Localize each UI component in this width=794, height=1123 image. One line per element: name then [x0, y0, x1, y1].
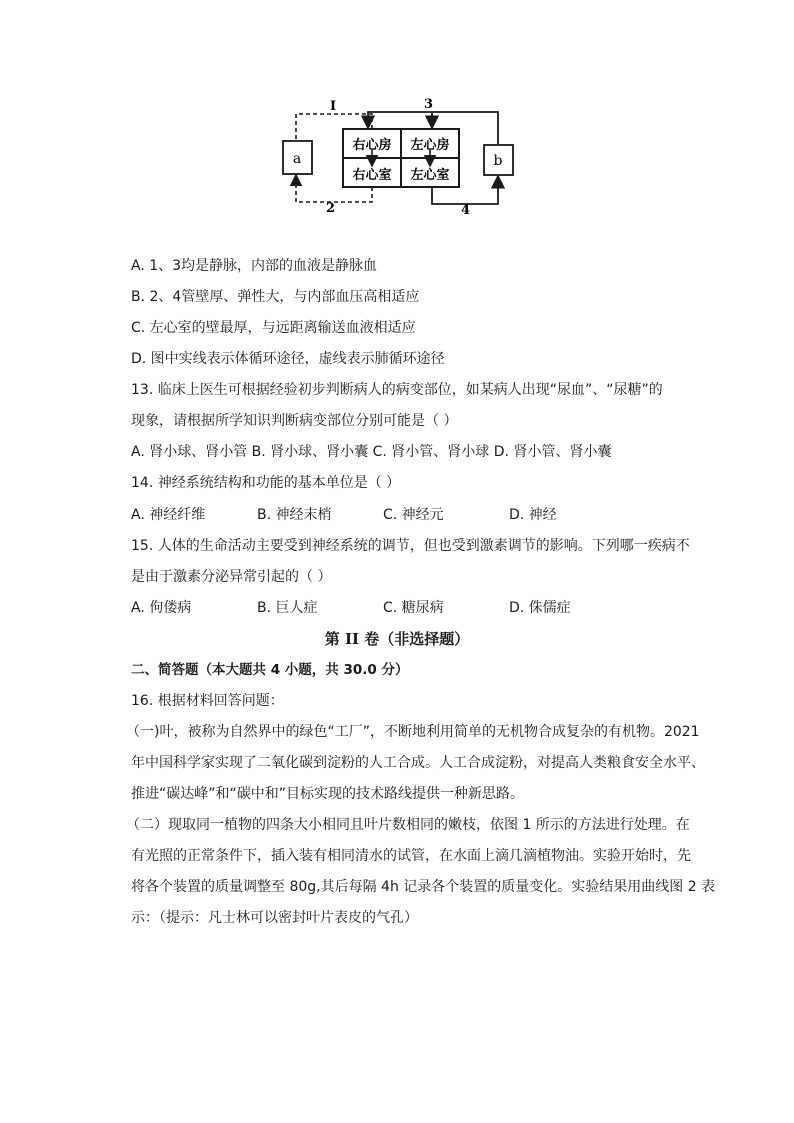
q14-option-c: C. 神经元	[383, 507, 444, 523]
q16-para1-line2: 年中国科学家实现了二氧化碳到淀粉的人工合成。人工合成淀粉，对提高人类粮食安全水平、	[131, 755, 705, 771]
q16-para2-line1: （二）现取同一植物的四条大小相同且叶片数相同的嫩枝，依图 1 所示的方法进行处理。在	[126, 817, 690, 833]
label-a: a	[292, 151, 302, 167]
q15-option-d: D. 侏儒症	[509, 600, 571, 616]
q14-options	[131, 505, 557, 525]
q12-option-d: D. 图中实线表示体循环途径，虚线表示肺循环途径	[131, 351, 445, 367]
cell-right-atrium: 右心房	[352, 138, 392, 153]
q12-option-c: C. 左心室的壁最厚，与远距离输送血液相适应	[131, 320, 416, 336]
q14-stem: 14. 神经系统结构和功能的基本单位是（ ）	[131, 475, 401, 491]
label-b: b	[493, 153, 503, 169]
q13-stem-line2: 现象，请根据所学知识判断病变部位分别可能是（ ）	[131, 413, 458, 429]
q15-stem-line2: 是由于激素分泌异常引起的（ ）	[131, 569, 332, 585]
q14-option-a: A. 神经纤维	[131, 507, 206, 523]
q15-options	[131, 598, 571, 618]
cell-right-ventricle: 右心室	[352, 168, 392, 183]
q15-option-c: C. 糖尿病	[383, 600, 444, 616]
q15-option-b: B. 巨人症	[257, 600, 318, 616]
q13-stem-line1: 13. 临床上医生可根据经验初步判断病人的病变部位，如某病人出现“尿血”、“尿糖”的	[131, 382, 663, 398]
section-heading: 二、简答题（本大题共 4 小题，共 30.0 分）	[131, 662, 409, 678]
cell-left-ventricle: 左心室	[410, 168, 450, 183]
q16-para1-line1: （一)叶，被称为自然界中的绿色“工厂”，不断地利用简单的无机物合成复杂的有机物。2021	[126, 724, 700, 740]
section-title: 第 II 卷（非选择题）	[324, 630, 470, 648]
circulation-diagram-svg	[0, 0, 794, 230]
q16-para2-line2: 有光照的正常条件下，插入装有相同清水的试管，在水面上滴几滴植物油。实验开始时，先	[131, 848, 691, 864]
vessel-label-3: 3	[424, 97, 434, 112]
q16-para2-line3: 将各个装置的质量调整至 80g,其后每隔 4h 记录各个装置的质量变化。实验结果用曲线图 2 表	[131, 879, 716, 895]
q13-options: A. 肾小球、肾小管 B. 肾小球、肾小囊 C. 肾小管、肾小球 D. 肾小管、肾小囊	[131, 444, 612, 460]
circulation-diagram	[0, 0, 794, 230]
q15-stem-line1: 15. 人体的生命活动主要受到神经系统的调节，但也受到激素调节的影响。下列哪一疾病不	[131, 538, 690, 554]
cell-left-atrium: 左心房	[410, 138, 450, 153]
vessel-label-4: 4	[461, 203, 471, 218]
vessel-label-2: 2	[326, 201, 336, 216]
q12-option-b: B. 2、4管壁厚、弹性大，与内部血压高相适应	[131, 289, 420, 305]
q16-para2-line4: 示：（提示：凡士林可以密封叶片表皮的气孔）	[131, 910, 418, 926]
q14-option-b: B. 神经末梢	[257, 507, 332, 523]
q16-stem: 16. 根据材料回答问题：	[131, 693, 284, 709]
q14-option-d: D. 神经	[509, 507, 557, 523]
q15-option-a: A. 佝偻病	[131, 600, 192, 616]
vessel-label-1: I	[330, 99, 337, 114]
q16-para1-line3: 推进“碳达峰”和“碳中和”目标实现的技术路线提供一种新思路。	[131, 786, 525, 802]
vessel-1-dashed	[296, 114, 372, 140]
q12-option-a: A. 1、3均是静脉，内部的血液是静脉血	[131, 258, 378, 274]
